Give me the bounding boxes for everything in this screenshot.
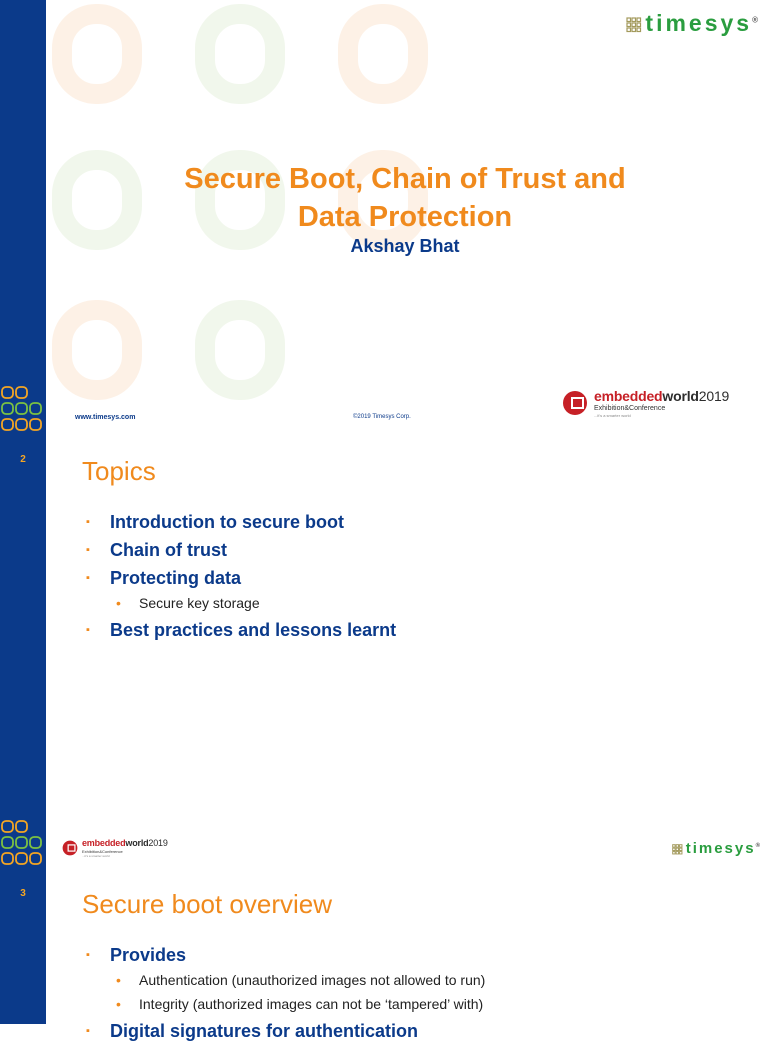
timesys-grid-icon <box>626 17 642 33</box>
timesys-wordmark: timesys <box>685 840 756 857</box>
dot-grid-icon <box>0 818 46 866</box>
list-item: ▪ Best practices and lessons learnt <box>86 616 396 644</box>
slide-heading: Topics <box>82 456 156 486</box>
ew-world-text: world <box>662 388 699 404</box>
list-item: ▪ Protecting data <box>86 564 396 592</box>
overview-list <box>86 941 485 1045</box>
slide-heading: Secure boot overview <box>82 889 333 919</box>
ew-tagline: ...it's a smarter world <box>594 413 631 418</box>
list-item: ▪ Introduction to secure boot <box>86 508 396 536</box>
list-item: ▪ Digital signatures for authentication <box>86 1017 485 1045</box>
dot-grid-icon <box>0 384 46 432</box>
slide-number-2: 2 <box>20 454 26 465</box>
ew-embedded-text: embedded <box>82 838 126 848</box>
sub-list-item: • Integrity (authorized images can not be ‘tampered’ with) <box>86 993 485 1017</box>
ew-subtitle: Exhibition&Conference <box>82 849 123 854</box>
left-brand-bar <box>0 0 46 1024</box>
list-item: ▪ Chain of trust <box>86 536 396 564</box>
topics-list <box>86 508 396 644</box>
registered-mark: ® <box>755 843 760 849</box>
list-item: ▪ Provides <box>86 941 485 969</box>
embedded-world-globe-icon <box>62 840 78 856</box>
footer-url: www.timesys.com <box>75 414 136 421</box>
slide-number-3: 3 <box>20 888 26 899</box>
ew-tagline: ...it's a smarter world <box>82 854 110 858</box>
timesys-logo <box>626 10 758 37</box>
ew-world-text: world <box>125 838 149 848</box>
ew-subtitle: Exhibition&Conference <box>594 405 666 412</box>
embedded-world-globe-icon <box>562 390 588 416</box>
timesys-wordmark: timesys <box>645 10 753 36</box>
ew-year-text: 2019 <box>698 388 730 404</box>
footer-copyright: ©2019 Timesys Corp. <box>353 414 411 420</box>
registered-mark: ® <box>752 15 758 25</box>
ew-embedded-text: embedded <box>594 388 663 404</box>
sub-list-item: • Authentication (unauthorized images not allowed to run) <box>86 969 485 993</box>
ew-year-text: 2019 <box>148 838 168 848</box>
author-name: Akshay Bhat <box>350 236 460 256</box>
slide-title <box>110 160 700 236</box>
title-line-2: Data Protection <box>297 201 513 233</box>
title-line-1: Secure Boot, Chain of Trust and <box>184 163 626 195</box>
timesys-logo-small <box>672 840 760 857</box>
timesys-grid-icon <box>672 844 683 855</box>
sub-list-item: • Secure key storage <box>86 592 396 616</box>
